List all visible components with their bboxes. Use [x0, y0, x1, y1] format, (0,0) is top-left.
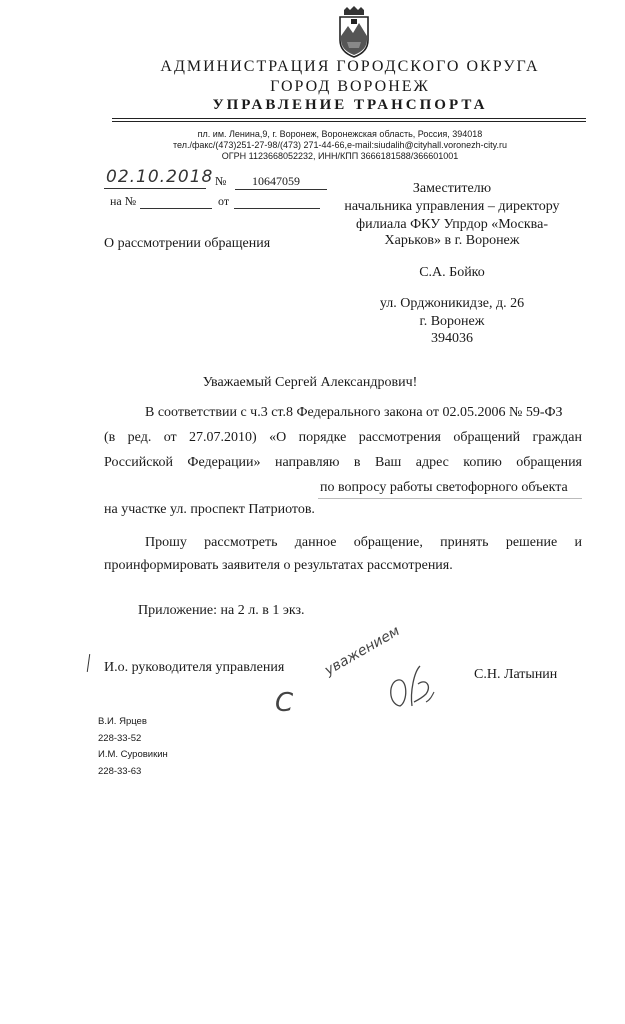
- reference-number-line: [140, 208, 212, 209]
- body-paragraph1-line5: на участке ул. проспект Патриотов.: [104, 502, 315, 517]
- addressee-zip: 394036: [431, 331, 473, 346]
- letter-subject: О рассмотрении обращения: [104, 236, 271, 251]
- letterhead-address: пл. им. Ленина,9, г. Воронеж, Воронежская область, Россия, 394018: [197, 129, 483, 139]
- body-underline: [318, 498, 582, 499]
- handwritten-note-word: уважением: [322, 623, 403, 679]
- reference-date-label: от: [218, 194, 230, 208]
- margin-tick-mark: [87, 654, 90, 672]
- registration-number: 10647059: [252, 174, 300, 188]
- addressee-name: С.А. Бойко: [419, 265, 485, 280]
- coat-of-arms-emblem: [335, 6, 373, 58]
- number-underline: [235, 189, 327, 190]
- executor-phone-2: 228-33-63: [98, 766, 142, 777]
- executor-name-1: В.И. Ярцев: [98, 716, 147, 727]
- reference-date-line: [234, 208, 320, 209]
- addressee-line3: филиала ФКУ Упрдор «Москва-: [356, 217, 548, 232]
- letterhead-registration: ОГРН 1123668052232, ИНН/КПП 3666181588/366601001: [221, 151, 459, 161]
- addressee-city: г. Воронеж: [419, 314, 485, 329]
- department-name: УПРАВЛЕНИЕ ТРАНСПОРТА: [212, 97, 488, 113]
- body-paragraph1-line3: Российской Федерации» направляю в Ваш адрес копию обращения: [104, 455, 582, 470]
- executor-phone-1: 228-33-52: [98, 733, 142, 744]
- organization-name-line2: ГОРОД ВОРОНЕЖ: [270, 78, 430, 95]
- handwritten-date: 02.10.2018: [106, 167, 214, 187]
- letterhead-phones-email: тел./факс/(473)251-27-98/(473) 271-44-66,e-mail:siudalih@cityhall.voronezh-city.ru: [172, 140, 508, 150]
- body-paragraph1-line2: (в ред. от 27.07.2010) «О порядке рассмотрения обращений граждан: [104, 430, 582, 445]
- organization-name-line1: АДМИНИСТРАЦИЯ ГОРОДСКОГО ОКРУГА: [160, 58, 540, 75]
- handwritten-signature: [382, 662, 442, 712]
- handwritten-note-c: С: [275, 688, 294, 718]
- body-paragraph2-line2: проинформировать заявителя о результатах рассмотрения.: [104, 558, 453, 573]
- number-sign: №: [215, 174, 227, 188]
- body-paragraph1-line4: по вопросу работы светофорного объекта: [320, 480, 568, 495]
- reference-number-label: на №: [110, 194, 137, 208]
- letterhead-divider: [112, 118, 586, 119]
- addressee-line4: Харьков» в г. Воронеж: [384, 233, 520, 248]
- signer-position: И.о. руководителя управления: [104, 660, 285, 675]
- executor-name-2: И.М. Суровикин: [98, 749, 168, 760]
- body-paragraph1-line1: В соответствии с ч.3 ст.8 Федерального закона от 02.05.2006 № 59-ФЗ: [145, 405, 563, 420]
- addressee-line1: Заместителю: [412, 181, 492, 196]
- letterhead-divider-second: [112, 121, 586, 122]
- signer-name: С.Н. Латынин: [474, 667, 558, 682]
- greeting: Уважаемый Сергей Александрович!: [202, 375, 418, 390]
- attachment-note: Приложение: на 2 л. в 1 экз.: [138, 603, 305, 618]
- addressee-line2: начальника управления – директору: [344, 199, 560, 214]
- addressee-street: ул. Орджоникидзе, д. 26: [379, 296, 525, 311]
- date-underline: [104, 188, 206, 189]
- body-paragraph2-line1: Прошу рассмотреть данное обращение, принять решение и: [145, 535, 582, 550]
